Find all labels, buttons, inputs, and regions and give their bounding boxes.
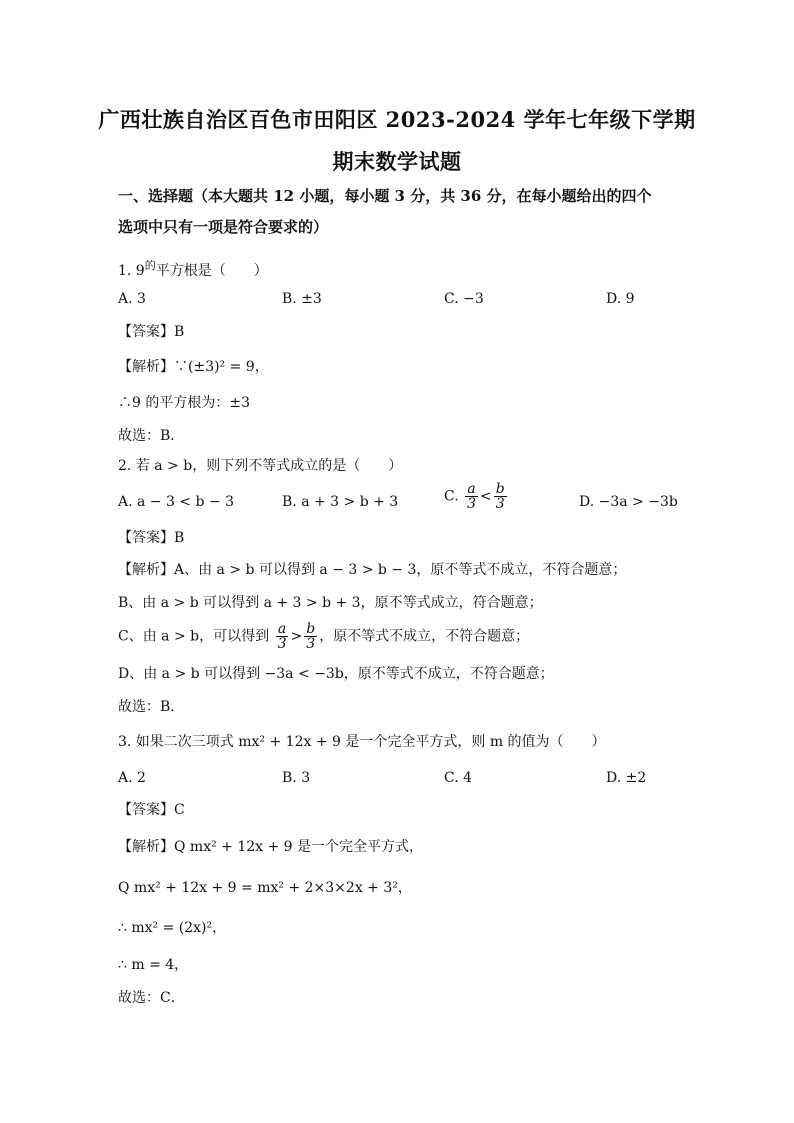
q2-option-c: C. $\frac{a}{3}$ < $\frac{b}{3}$	[444, 481, 505, 512]
q1-option-b: B. ±3	[282, 291, 322, 307]
q1-option-d: D. 9	[606, 291, 635, 307]
q1-answer: 【答案】B	[118, 324, 185, 340]
q2-answer: 【答案】B	[118, 530, 185, 546]
q3-answer: 【答案】C	[118, 802, 185, 818]
q3-conclusion: 故选：C．	[118, 990, 185, 1006]
fraction: $\frac{b}{3}$	[495, 481, 505, 512]
q3-explanation-3: ∴ mx² = (2x)²，	[118, 920, 227, 936]
q1-option-a: A. 3	[118, 291, 146, 307]
q1-conclusion: 故选：B．	[118, 428, 185, 444]
q2-conclusion: 故选：B．	[118, 699, 185, 715]
q3-explanation-2: Q mx² + 12x + 9 = mx² + 2×3×2x + 3²，	[118, 880, 412, 896]
section-heading-line-2: 选项中只有一项是符合要求的）	[118, 218, 329, 236]
q1-option-c: C. −3	[444, 291, 484, 307]
q3-option-a: A. 2	[118, 770, 146, 786]
q3-explanation-1: 【解析】Q mx² + 12x + 9 是一个完全平方式，	[118, 839, 424, 855]
fraction: $\frac{a}{3}$	[277, 621, 287, 652]
q1-explanation-2: ∴9 的平方根为：±3	[118, 395, 250, 411]
q1-explanation-1: 【解析】∵(±3)² = 9，	[118, 359, 269, 375]
fraction: $\frac{b}{3}$	[306, 621, 316, 652]
q2-explanation-d: D、由 a > b 可以得到 −3a < −3b，原不等式不成立，不符合题意；	[118, 666, 554, 682]
q2-explanation-b: B、由 a > b 可以得到 a + 3 > b + 3，原不等式成立，符合题意；	[118, 595, 543, 611]
q1-stem: 1. $9^的$平方根是（ ）	[118, 259, 268, 279]
q2-stem: 2. 若 a > b，则下列不等式成立的是（ ）	[118, 458, 403, 474]
title-line-1: 广西壮族自治区百色市田阳区 2023-2024 学年七年级下学期	[98, 107, 696, 132]
fraction: $\frac{a}{3}$	[467, 481, 477, 512]
q3-option-b: B. 3	[282, 770, 311, 786]
q2-option-b: B. a + 3 > b + 3	[282, 494, 399, 510]
q2-option-a: A. a − 3 < b − 3	[118, 494, 235, 510]
title-line-2: 期末数学试题	[332, 149, 462, 174]
q2-explanation-c: C、由 a > b，可以得到 $\frac{a}{3}$ > $\frac{b}{3}$ ，原不等式不成立，不符合题意；	[118, 621, 530, 652]
q3-option-d: D. ±2	[606, 770, 647, 786]
q3-option-c: C. 4	[444, 770, 473, 786]
q2-explanation-a: 【解析】A、由 a > b 可以得到 a − 3 > b − 3，原不等式不成立，不符合题意；	[118, 562, 627, 578]
q3-stem: 3. 如果二次三项式 mx² + 12x + 9 是一个完全平方式，则 m 的值为（ ）	[118, 734, 606, 750]
q2-option-d: D. −3a > −3b	[579, 494, 678, 510]
section-heading-line-1: 一、选择题（本大题共 12 小题，每小题 3 分，共 36 分，在每小题给出的四个	[118, 187, 652, 205]
q3-explanation-4: ∴ m = 4，	[118, 957, 189, 973]
